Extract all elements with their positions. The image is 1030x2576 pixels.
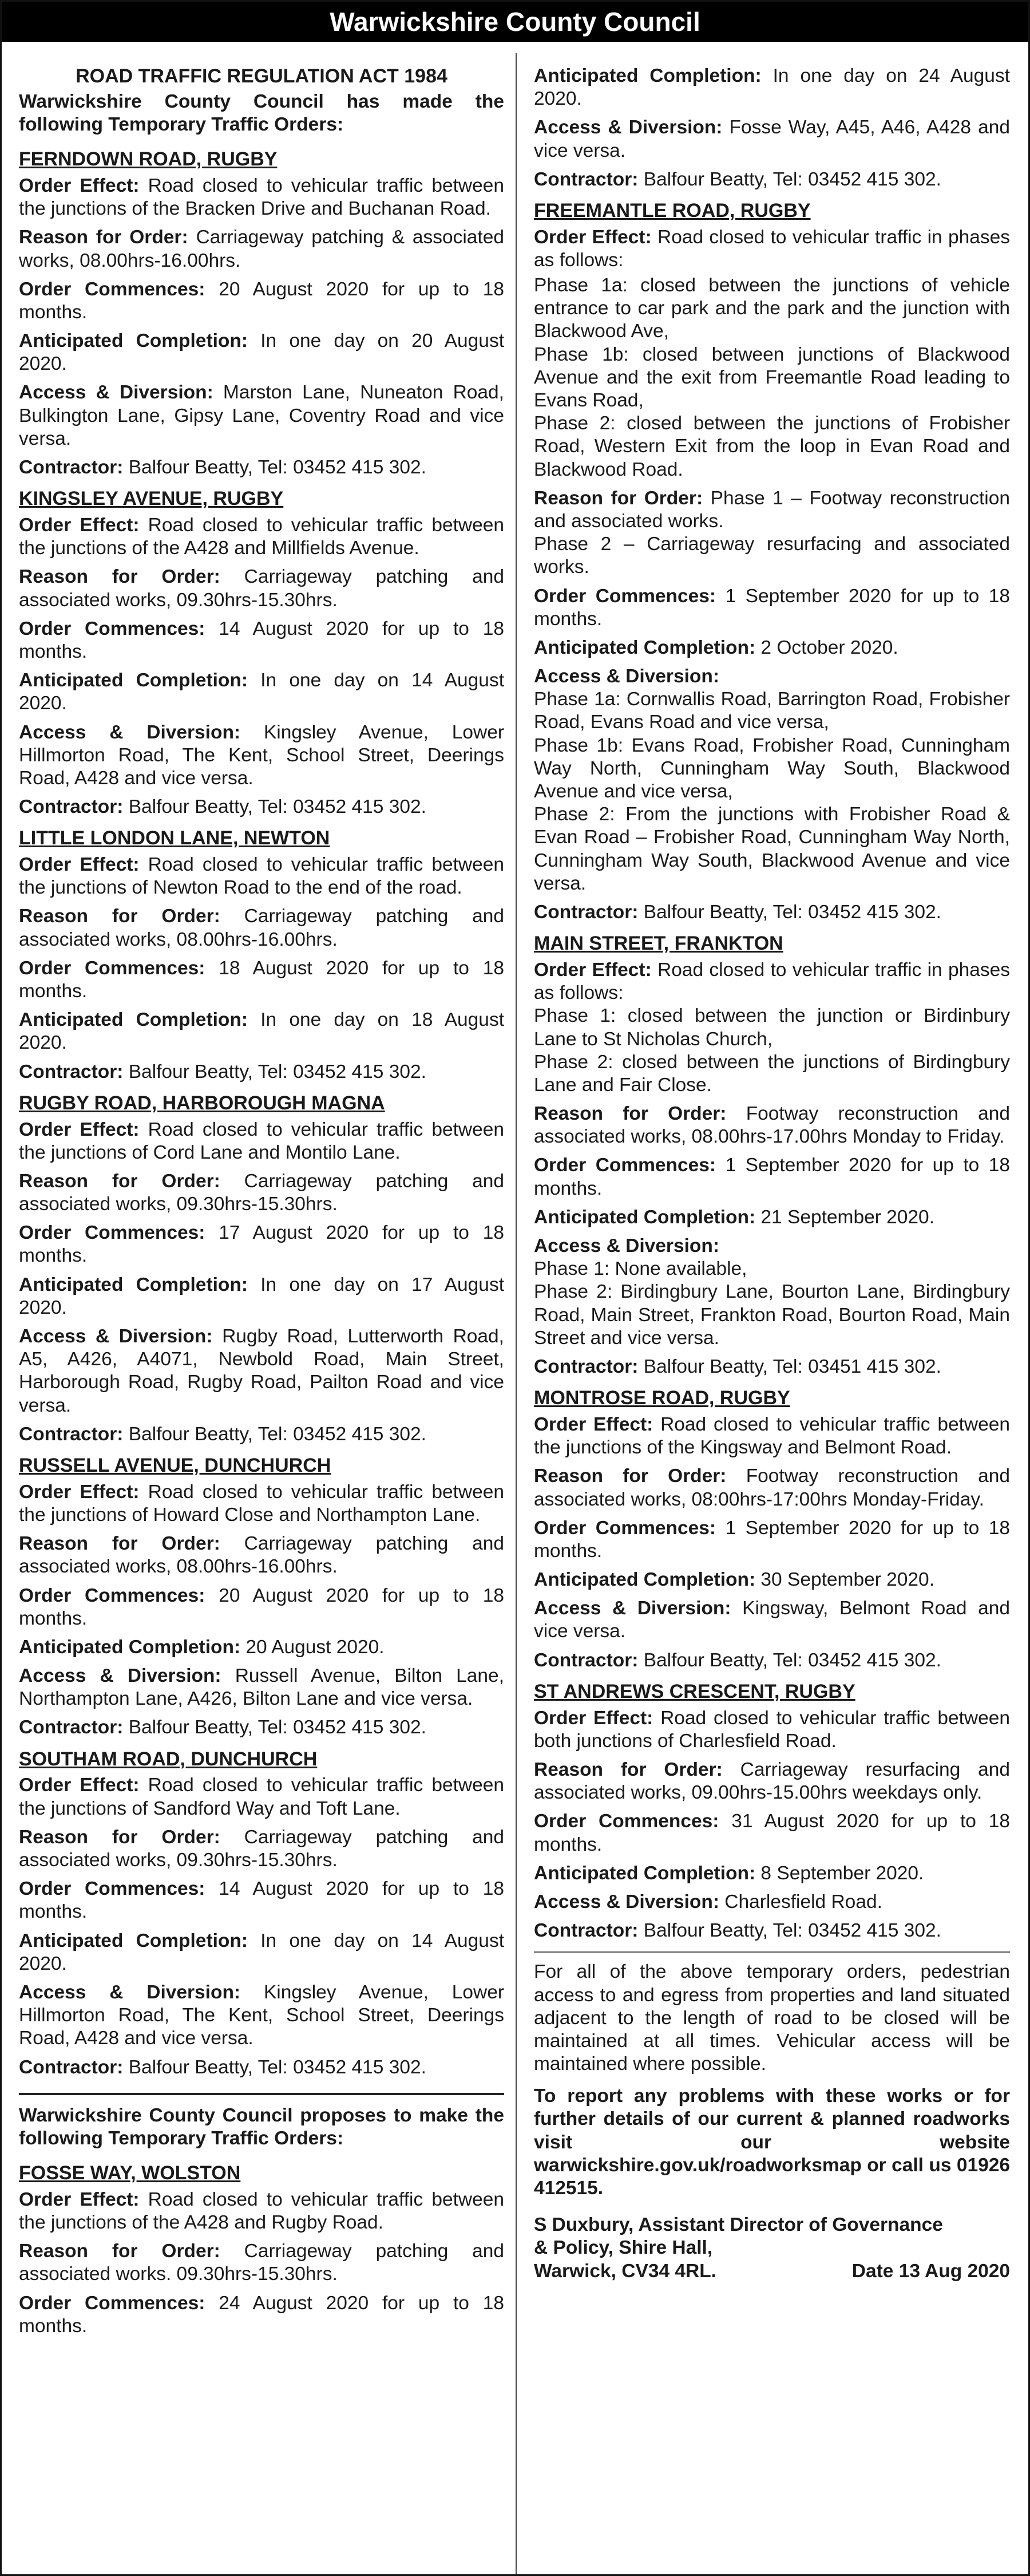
order-reason: Reason for Order: Carriageway patching and associated works, 09.30hrs-15.30hrs.: [19, 1170, 504, 1215]
order-effect: Order Effect: Road closed to vehicular traffic in phases as follows:: [534, 226, 1010, 271]
right-column: [517, 53, 1028, 2574]
order-effect: Order Effect: Road closed to vehicular traffic between the junctions of the Kingsway and Belmont Road.: [534, 1413, 1010, 1459]
order-russell-avenue: [19, 1454, 504, 1740]
signatory-address-row: [534, 2260, 1010, 2283]
order-contractor: Contractor: Balfour Beatty, Tel: 03452 415 302.: [534, 168, 941, 190]
signatory-line: S Duxbury, Assistant Director of Governance: [534, 2214, 943, 2236]
order-access: Access & Diversion: Kingsley Avenue, Lower Hillmorton Road, The Kent, School Street, Deerings Road, A428 and vice versa.: [19, 721, 504, 789]
notice-date: Date 13 Aug 2020: [851, 2260, 1010, 2282]
order-effect: Order Effect: Road closed to vehicular traffic between the junctions of the A428 and Rugby Road.: [19, 2188, 504, 2234]
order-contractor: Contractor: Balfour Beatty, Tel: 03452 415 302.: [19, 796, 426, 818]
order-title: SOUTHAM ROAD, DUNCHURCH: [19, 1748, 318, 1770]
order-southam-road: [19, 1748, 504, 2079]
order-effect: Order Effect: Road closed to vehicular traffic between the junctions of Newton Road to the end of the road.: [19, 854, 504, 899]
order-reason: Reason for Order: Carriageway patching and associated works. 09.30hrs-15.30hrs.: [19, 2241, 504, 2285]
order-contractor: Contractor: Balfour Beatty, Tel: 03452 415 302.: [534, 1920, 941, 1942]
order-title: RUGBY ROAD, HARBOROUGH MAGNA: [19, 1092, 385, 1114]
order-access: Access & Diversion: Charlesfield Road.: [534, 1891, 882, 1913]
order-commences: Order Commences: 1 September 2020 for up to 18 months.: [534, 1155, 1010, 1199]
phase-line: Phase 1b: closed between junctions of Blackwood Avenue and the exit from Freemantle Road leading to Evans Road,: [534, 343, 1010, 412]
order-rugby-road: [19, 1092, 504, 1446]
order-effect: Order Effect: Road closed to vehicular traffic between the junctions of the Bracken Drive and Buchanan Road.: [19, 175, 504, 220]
phase-line: Phase 1b: Evans Road, Frobisher Road, Cunningham Way North, Cunningham Way South, Blackwood Avenue and vice versa,: [534, 734, 1010, 803]
order-reason: Reason for Order: Carriageway patching & associated works, 08.00hrs-16.00hrs.: [19, 227, 505, 271]
left-column: [2, 53, 517, 2574]
order-contractor: Contractor: Balfour Beatty, Tel: 03452 415 302.: [19, 457, 426, 479]
order-effect: Order Effect: Road closed to vehicular traffic between the junctions of the A428 and Millfields Avenue.: [19, 515, 504, 559]
order-completion: Anticipated Completion: In one day on 17 August 2020.: [19, 1274, 504, 1318]
order-reason: Reason for Order: Carriageway patching and associated works, 09.30hrs-15.30hrs.: [19, 566, 504, 611]
order-completion: Anticipated Completion: In one day on 20 August 2020.: [19, 330, 504, 375]
order-contractor: Contractor: Balfour Beatty, Tel: 03452 415 302.: [19, 1061, 426, 1082]
order-completion: Anticipated Completion: 20 August 2020.: [19, 1636, 385, 1658]
order-effect: Order Effect: Road closed to vehicular traffic between the junctions of Howard Close and Northampton Lane.: [19, 1481, 504, 1526]
order-title: MONTROSE ROAD, RUGBY: [534, 1387, 790, 1409]
order-commences: Order Commences: 1 September 2020 for up to 18 months.: [534, 1517, 1010, 1562]
notice-columns: [2, 53, 1028, 2574]
order-commences: Order Commences: 14 August 2020 for up to 18 months.: [19, 1878, 505, 1923]
order-freemantle-road: [534, 199, 1010, 924]
order-reason: Reason for Order: Footway reconstruction and associated works, 08:00hrs-17:00hrs Monday-Friday.: [534, 1465, 1011, 1510]
order-contractor: Contractor: Balfour Beatty, Tel: 03452 415 302.: [19, 1423, 426, 1445]
order-access: Access & Diversion:: [534, 666, 719, 688]
order-access: Access & Diversion: Rugby Road, Lutterworth Road, A5, A426, A4071, Newbold Road, Main Street, Harborough Road, Rugby Road, Pailton Road and vice versa.: [19, 1326, 504, 1416]
made-orders-lead: Warwickshire County Council has made the following Temporary Traffic Orders:: [19, 90, 504, 135]
order-contractor: Contractor: Balfour Beatty, Tel: 03451 415 302.: [534, 1356, 941, 1377]
phase-line: Phase 1: closed between the junction or Birdinbury Lane to St Nicholas Church,: [534, 1005, 1010, 1050]
order-ferndown-road: [19, 148, 504, 479]
order-contractor: Contractor: Balfour Beatty, Tel: 03452 415 302.: [19, 1717, 426, 1739]
order-access: Access & Diversion: Fosse Way, A45, A46, A428 and vice versa.: [534, 117, 1010, 161]
signature-block: [534, 2214, 1010, 2283]
order-little-london-lane: [19, 827, 504, 1083]
order-completion: Anticipated Completion: 21 September 2020.: [534, 1206, 934, 1228]
phase-line: Phase 1: None available,: [534, 1258, 747, 1280]
order-title: FOSSE WAY, WOLSTON: [19, 2162, 241, 2184]
order-access: Access & Diversion: Russell Avenue, Bilton Lane, Northampton Lane, A426, Bilton Lane and vice versa.: [19, 1665, 504, 1710]
act-title: ROAD TRAFFIC REGULATION ACT 1984: [76, 65, 447, 87]
order-completion: Anticipated Completion: 8 September 2020.: [534, 1862, 924, 1884]
phase-line: Phase 2: closed between the junctions of Birdingbury Lane and Fair Close.: [534, 1051, 1010, 1096]
council-banner: Warwickshire County Council: [2, 2, 1028, 42]
order-commences: Order Commences: 20 August 2020 for up to 18 months.: [19, 1585, 505, 1629]
order-fosse-way: [19, 2162, 504, 2338]
section-divider: [534, 1951, 1010, 1953]
phase-line: Phase 1a: Cornwallis Road, Barrington Road, Frobisher Road, Evans Road and vice versa,: [534, 689, 1010, 733]
order-effect: Order Effect: Road closed to vehicular traffic in phases as follows:: [534, 959, 1010, 1004]
order-title: KINGSLEY AVENUE, RUGBY: [19, 488, 284, 510]
phase-line: Phase 1a: closed between the junctions of vehicle entrance to car park and the park and the junction with Blackwood Ave,: [534, 275, 1010, 342]
order-access: Access & Diversion: Kingsley Avenue, Lower Hillmorton Road, The Kent, School Street, Deerings Road, A428 and vice versa.: [19, 1981, 504, 2049]
order-commences: Order Commences: 24 August 2020 for up to 18 months.: [19, 2292, 505, 2337]
order-reason: Reason for Order: Footway reconstruction and associated works, 08.00hrs-17.00hrs Monday to Friday.: [534, 1103, 1011, 1148]
order-completion: Anticipated Completion: In one day on 24 August 2020.: [534, 65, 1010, 110]
order-access: Access & Diversion: Marston Lane, Nuneaton Road, Bulkington Lane, Gipsy Lane, Coventry Road and vice versa.: [19, 382, 504, 449]
order-effect: Order Effect: Road closed to vehicular traffic between both junctions of Charlesfield Road.: [534, 1707, 1010, 1752]
section-divider: [19, 2093, 504, 2095]
order-commences: Order Commences: 18 August 2020 for up to 18 months.: [19, 957, 505, 1002]
order-commences: Order Commences: 17 August 2020 for up to 18 months.: [19, 1222, 505, 1267]
order-completion: Anticipated Completion: In one day on 14 August 2020.: [19, 670, 504, 714]
order-title: FERNDOWN ROAD, RUGBY: [19, 148, 278, 171]
proposed-orders-lead: Warwickshire County Council proposes to make the following Temporary Traffic Orders:: [19, 2104, 504, 2149]
order-main-street: [534, 932, 1010, 1378]
order-effect: Order Effect: Road closed to vehicular traffic between the junctions of Sandford Way and Toft Lane.: [19, 1775, 504, 1819]
order-st-andrews-crescent: [534, 1680, 1010, 1942]
order-effect: Order Effect: Road closed to vehicular traffic between the junctions of Cord Lane and Montilo Lane.: [19, 1119, 504, 1163]
order-reason: Reason for Order: Carriageway resurfacing and associated works, 09.00hrs-15.00hrs weekdays only.: [534, 1759, 1010, 1804]
phase-line: Phase 2: Birdingbury Lane, Bourton Lane, Birdingbury Road, Main Street, Frankton Road, Bourton Road, Main Street and vice versa.: [534, 1281, 1010, 1349]
order-fosse-way-continued: [534, 65, 1010, 191]
order-title: FREEMANTLE ROAD, RUGBY: [534, 199, 811, 222]
order-contractor: Contractor: Balfour Beatty, Tel: 03452 415 302.: [534, 1649, 941, 1671]
order-commences: Order Commences: 31 August 2020 for up to 18 months.: [534, 1811, 1011, 1855]
order-title: MAIN STREET, FRANKTON: [534, 933, 783, 955]
order-commences: Order Commences: 1 September 2020 for up to 18 months.: [534, 585, 1010, 630]
phase-line: Phase 2 – Carriageway resurfacing and associated works.: [534, 534, 1010, 578]
order-access: Access & Diversion:: [534, 1235, 719, 1257]
order-kingsley-avenue: [19, 487, 504, 819]
order-title: RUSSELL AVENUE, DUNCHURCH: [19, 1454, 331, 1476]
order-reason: Reason for Order: Carriageway patching and associated works, 08.00hrs-16.00hrs.: [19, 1533, 504, 1578]
order-reason: Reason for Order: Carriageway patching and associated works, 09.30hrs-15.30hrs.: [19, 1826, 504, 1871]
order-completion: Anticipated Completion: In one day on 18 August 2020.: [19, 1009, 504, 1054]
order-completion: Anticipated Completion: 30 September 2020.: [534, 1569, 934, 1591]
phase-line: Phase 2: closed between the junctions of Frobisher Road, Western Exit from the loop in Evan Road and Blackwood Road.: [534, 413, 1010, 480]
order-access: Access & Diversion: Kingsway, Belmont Road and vice versa.: [534, 1598, 1010, 1642]
order-contractor: Contractor: Balfour Beatty, Tel: 03452 415 302.: [19, 2056, 426, 2078]
signatory-line: & Policy, Shire Hall,: [534, 2237, 713, 2259]
order-contractor: Contractor: Balfour Beatty, Tel: 03452 415 302.: [534, 901, 941, 923]
order-reason: Reason for Order: Phase 1 – Footway reconstruction and associated works.: [534, 487, 1010, 532]
order-montrose-road: [534, 1386, 1010, 1672]
order-commences: Order Commences: 14 August 2020 for up to 18 months.: [19, 618, 505, 662]
order-title: LITTLE LONDON LANE, NEWTON: [19, 827, 330, 850]
order-completion: Anticipated Completion: In one day on 14 August 2020.: [19, 1930, 504, 1974]
pedestrian-access-notice: For all of the above temporary orders, pedestrian access to and egress from properties and land situated adjacent to the length of road to be closed will be maintained at all times. Vehicular access will be maintained where possible.: [534, 1961, 1010, 2075]
order-completion: Anticipated Completion: 2 October 2020.: [534, 637, 898, 658]
order-commences: Order Commences: 20 August 2020 for up to 18 months.: [19, 278, 505, 323]
report-problems-notice: To report any problems with these works or for further details of our current & planned roadworks visit our website warwickshire.gov.uk/roadworksmap or call us 01926 412515.: [534, 2085, 1010, 2199]
order-reason: Reason for Order: Carriageway patching and associated works, 08.00hrs-16.00hrs.: [19, 906, 504, 950]
signatory-line: Warwick, CV34 4RL.: [534, 2260, 716, 2282]
phase-line: Phase 2: From the junctions with Frobisher Road & Evan Road – Frobisher Road, Cunningham Way North, Cunningham Way South, Blackwood Avenue and vice versa.: [534, 804, 1010, 894]
order-title: ST ANDREWS CRESCENT, RUGBY: [534, 1680, 855, 1702]
